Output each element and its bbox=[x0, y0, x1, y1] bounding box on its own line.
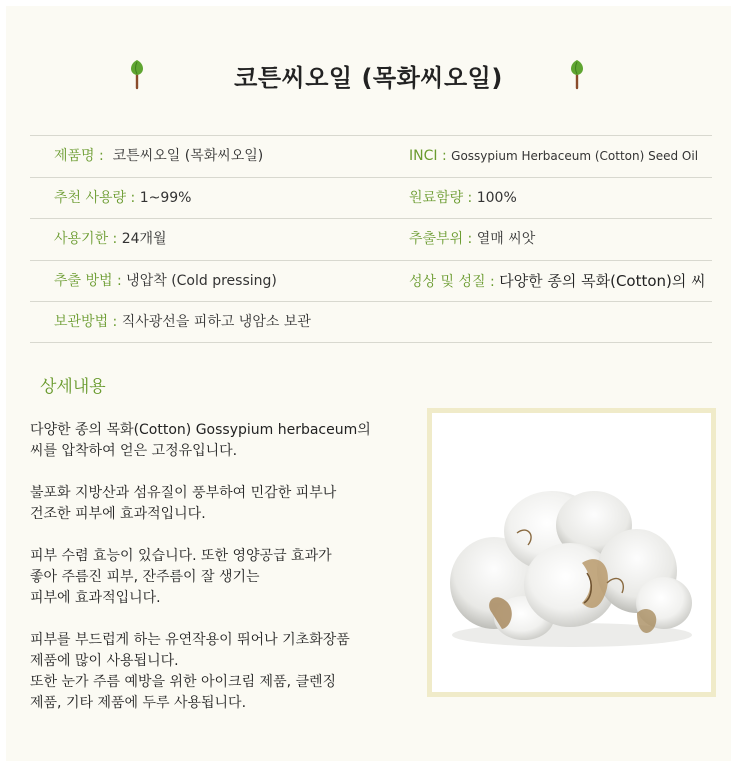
field-value: 다양한 종의 목화(Cotton)의 씨 bbox=[499, 271, 706, 290]
field-label: 보관방법 : bbox=[54, 314, 118, 330]
details-paragraph: 불포화 지방산과 섬유질이 풍부하여 민감한 피부나 건조한 피부에 효과적입니다. bbox=[30, 485, 337, 522]
sprout-icon bbox=[566, 58, 588, 90]
info-cell bbox=[54, 136, 263, 177]
info-cell bbox=[409, 178, 517, 219]
field-label: 추출부위 : bbox=[409, 231, 473, 247]
info-row bbox=[30, 135, 712, 177]
field-label: 성상 및 성질 : bbox=[409, 273, 495, 290]
field-label: 사용기한 : bbox=[54, 231, 118, 247]
info-row bbox=[30, 260, 712, 302]
info-cell bbox=[409, 261, 706, 302]
info-cell bbox=[54, 261, 277, 302]
field-value: 1~99% bbox=[139, 189, 192, 206]
info-row bbox=[30, 218, 712, 260]
field-value: 100% bbox=[476, 189, 517, 206]
product-sheet bbox=[6, 6, 731, 761]
field-value: 열매 씨앗 bbox=[476, 231, 536, 247]
cotton-photo bbox=[427, 408, 716, 697]
page-title: 코튼씨오일 (목화씨오일) bbox=[234, 64, 503, 92]
details-paragraph: 피부를 부드럽게 하는 유연작용이 뛰어나 기초화장품 제품에 많이 사용됩니다. 또한 눈가 주름 예방을 위한 아이크림 제품, 클렌징 제품, 기타 제품에 두루 사용됩니다. bbox=[30, 632, 350, 711]
field-value: Gossypium Herbaceum (Cotton) Seed Oil bbox=[451, 149, 699, 163]
field-label: 추천 사용량 : bbox=[54, 189, 136, 206]
field-label: 원료함량 : bbox=[409, 189, 473, 206]
field-label: 제품명 : bbox=[54, 148, 104, 164]
details-text bbox=[30, 420, 425, 714]
info-cell bbox=[54, 219, 167, 260]
info-cell bbox=[54, 302, 311, 343]
field-label: INCI : bbox=[409, 148, 447, 164]
details-paragraph: 다양한 종의 목화(Cotton) Gossypium herbaceum의 씨를 압착하여 얻은 고정유입니다. bbox=[30, 422, 371, 459]
title-row bbox=[6, 58, 731, 98]
info-cell bbox=[409, 136, 698, 177]
info-cell bbox=[409, 219, 535, 260]
field-value: 코튼씨오일 (목화씨오일) bbox=[112, 148, 264, 164]
field-value: 냉압착 (Cold pressing) bbox=[126, 272, 277, 289]
info-row bbox=[30, 301, 712, 343]
field-label: 추출 방법 : bbox=[54, 272, 122, 289]
field-value: 직사광선을 피하고 냉암소 보관 bbox=[121, 314, 311, 330]
field-value: 24개월 bbox=[121, 231, 167, 247]
details-paragraph: 피부 수렴 효능이 있습니다. 또한 영양공급 효과가 좋아 주름진 피부, 잔주름이 잘 생기는 피부에 효과적입니다. bbox=[30, 548, 332, 606]
cotton-boll-image bbox=[432, 413, 711, 692]
info-table bbox=[30, 135, 712, 343]
info-row bbox=[30, 177, 712, 219]
info-cell bbox=[54, 178, 191, 219]
details-heading: 상세내용 bbox=[40, 377, 106, 397]
